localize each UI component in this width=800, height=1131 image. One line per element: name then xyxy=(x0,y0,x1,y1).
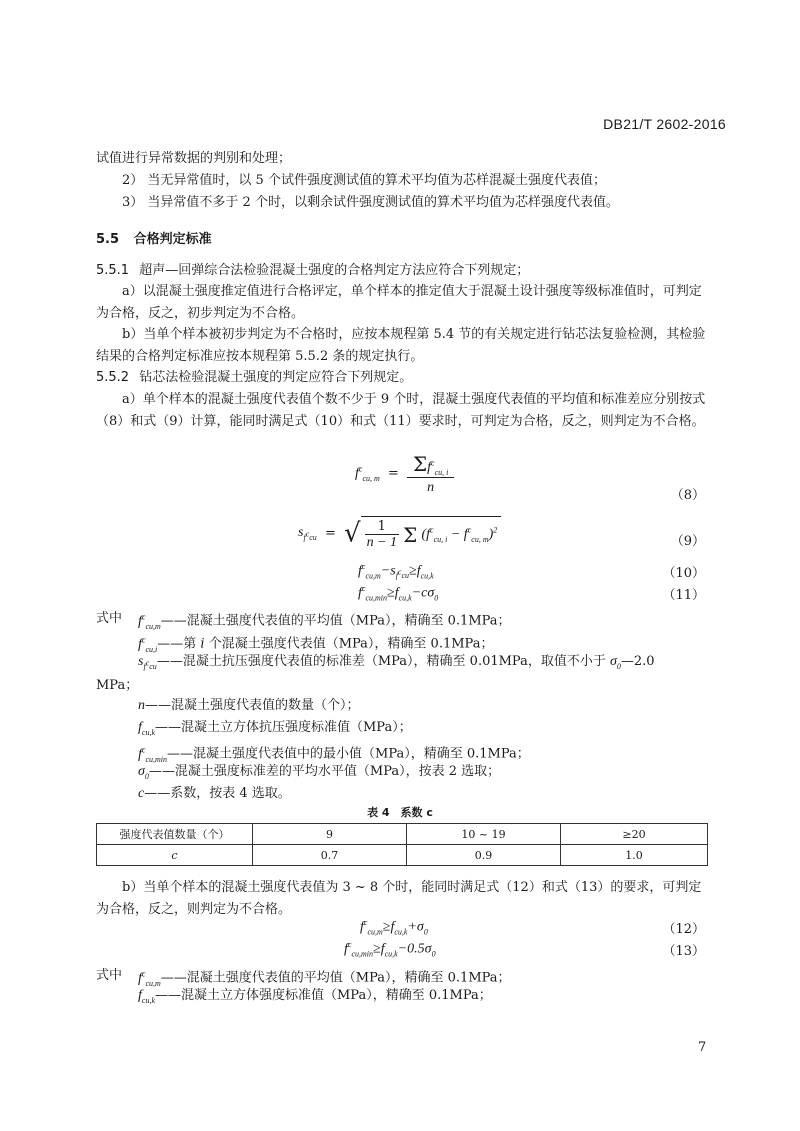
formula-13: $f^c_{cu,min}\ge f_{cu,k}-0.5\sigma_0$ xyxy=(344,940,436,959)
clause-number: 5.5.1 xyxy=(96,263,130,278)
section-heading-5-5 xyxy=(96,228,212,247)
definition-text: ——第 xyxy=(157,636,197,652)
variable-definition-2: $f^c_{cu,i}——$第 i 个混凝土强度代表值（MPa），精确至 0.1MPa； xyxy=(138,635,494,654)
definition-text: ——混凝土强度代表值的平均值（MPa），精确至 0.1MPa； xyxy=(160,970,511,986)
definition-text: ——系数，按表 4 选取。 xyxy=(144,786,291,801)
table-cell: c xyxy=(97,845,253,866)
definition-tail: —2.0 xyxy=(620,654,655,669)
definition-text: ——混凝土强度标准差的平均水平值（MPa），按表 2 选取； xyxy=(148,764,501,779)
variable-definition-7: $\sigma_0——$混凝土强度标准差的平均水平值（MPa），按表 2 选取； xyxy=(138,764,501,781)
table-caption: 表 4 系数 c xyxy=(367,806,433,819)
definition-text: ——混凝土立方体强度标准值（MPa），精确至 0.1MPa； xyxy=(155,988,492,1003)
table-header-row xyxy=(97,824,708,845)
definition-text: ——混凝土强度代表值中的最小值（MPa），精确至 0.1MPa； xyxy=(167,746,530,762)
clause-5-5-2 xyxy=(96,367,706,389)
list-item-3: 3） 当异常值不多于 2 个时，以剩余试件强度测试值的算术平均值为芯样强度代表值。 xyxy=(122,195,619,210)
equation-number-9: （9） xyxy=(670,534,705,549)
variable-definition-8: c——系数，按表 4 选取。 xyxy=(138,786,291,801)
definition-text: ——混凝土强度代表值的数量（个）； xyxy=(145,698,360,713)
variable-definition-9: $f^c_{cu,m}——$混凝土强度代表值的平均值（MPa），精确至 0.1MPa； xyxy=(138,969,511,988)
variable-definition-6: $f^c_{cu,min}——$混凝土强度代表值中的最小值（MPa），精确至 0.1MPa； xyxy=(138,745,530,764)
clause-5-5-1 xyxy=(96,260,706,282)
table-cell: 0.7 xyxy=(253,845,407,866)
equation-number-11: （11） xyxy=(662,588,705,603)
table-cell: 强度代表值数量（个） xyxy=(97,824,253,845)
table-cell: 9 xyxy=(253,824,407,845)
equation-number-13: （13） xyxy=(662,944,705,959)
formula-11: $f^c_{cu,min}\ge f_{cu,k}-c\sigma_0$ xyxy=(358,584,439,603)
coefficient-table xyxy=(96,823,708,866)
paragraph-continuation: 试值进行异常数据的判别和处理； xyxy=(96,151,292,166)
formula-12: $f^c_{cu,m}\ge f_{cu,k}+\sigma_0$ xyxy=(360,918,428,937)
formula-9: $s_{f^ccu}$ = √ $\frac{1}{n - 1}$ Σ $(f^c_{cu, i} - f^c_{cu, m})^2$ xyxy=(298,516,501,551)
equation-number-10: （10） xyxy=(662,566,705,581)
formula-10: $f^c_{cu,m}-s_{f^ccu}\ge f_{cu,k}$ xyxy=(358,562,434,581)
section-number: 5.5 xyxy=(96,232,120,247)
table-cell: 0.9 xyxy=(407,845,561,866)
clause-text: 超声—回弹综合法检验混凝土强度的合格判定方法应符合下列规定； xyxy=(139,263,530,278)
list-item-2: 2） 当无异常值时，以 5 个试件强度测试值的算术平均值为芯样混凝土强度代表值； xyxy=(122,173,606,188)
definition-text: ——混凝土强度代表值的平均值（MPa），精确至 0.1MPa； xyxy=(160,613,511,629)
clause-5-5-2-a: a）单个样本的混凝土强度代表值个数不少于 9 个时，混凝土强度代表值的平均值和标准差应分别按式（8）和式（9）计算，能同时满足式（10）和式（11）要求时，可判定为合格，反之，则判定为不合格。 xyxy=(96,392,706,429)
table-cell: ≥20 xyxy=(561,824,708,845)
definition-text: 个混凝土强度代表值（MPa），精确至 0.1MPa； xyxy=(208,636,494,652)
equation-number-12: （12） xyxy=(662,922,705,937)
clause-text: 钻芯法检验混凝土强度的判定应符合下列规定。 xyxy=(139,370,413,385)
where-label: 式中 xyxy=(96,968,123,983)
section-title: 合格判定标准 xyxy=(133,232,212,247)
variable-definition-10: $f_{cu,k}——$混凝土立方体强度标准值（MPa），精确至 0.1MPa； xyxy=(138,988,492,1005)
clause-5-5-1-b: b）当单个样本被初步判定为不合格时，应按本规程第 5.4 节的有关规定进行钻芯法复验检测，其检验结果的合格判定标准应按本规程第 5.5.2 条的规定执行。 xyxy=(96,327,706,364)
clause-number: 5.5.2 xyxy=(96,370,130,385)
variable-definition-3: $s_{f^ccu}——$混凝土抗压强度代表值的标准差（MPa），精确至 0.01MPa，取值不小于 $\sigma_0—2.0$ xyxy=(138,654,655,671)
table-cell: 10 ~ 19 xyxy=(407,824,561,845)
clause-5-5-1-a: a）以混凝土强度推定值进行合格评定，单个样本的推定值大于混凝土设计强度等级标准值时，可判定为合格，反之，初步判定为不合格。 xyxy=(96,284,702,321)
variable-definition-5: $f_{cu,k}——$混凝土立方体抗压强度标准值（MPa）； xyxy=(138,720,412,737)
table-row xyxy=(97,845,708,866)
where-label: 式中 xyxy=(96,611,123,626)
definition-text: ——混凝土立方体抗压强度标准值（MPa）； xyxy=(155,720,412,735)
definition-continuation: MPa； xyxy=(96,678,139,693)
document-code-header: DB21/T 2602-2016 xyxy=(603,116,726,132)
definition-text: ——混凝土抗压强度代表值的标准差（MPa），精确至 0.01MPa，取值不小于 xyxy=(156,654,606,669)
variable-definition-1: $f^c_{cu,m}——$混凝土强度代表值的平均值（MPa），精确至 0.1MPa； xyxy=(138,612,511,631)
clause-5-5-2-b: b）当单个样本的混凝土强度代表值为 3 ~ 8 个时，能同时满足式（12）和式（13）的要求，可判定为合格，反之，则判定为不合格。 xyxy=(96,880,702,917)
equation-number-8: （8） xyxy=(670,488,705,503)
formula-8: $f^c_{cu, m}$ = $\frac{\Sigma f^c_{cu, i}}{n}$ xyxy=(355,452,454,496)
table-cell: 1.0 xyxy=(561,845,708,866)
page-number: 7 xyxy=(698,1040,707,1055)
variable-definition-4: n——混凝土强度代表值的数量（个）； xyxy=(138,698,360,713)
